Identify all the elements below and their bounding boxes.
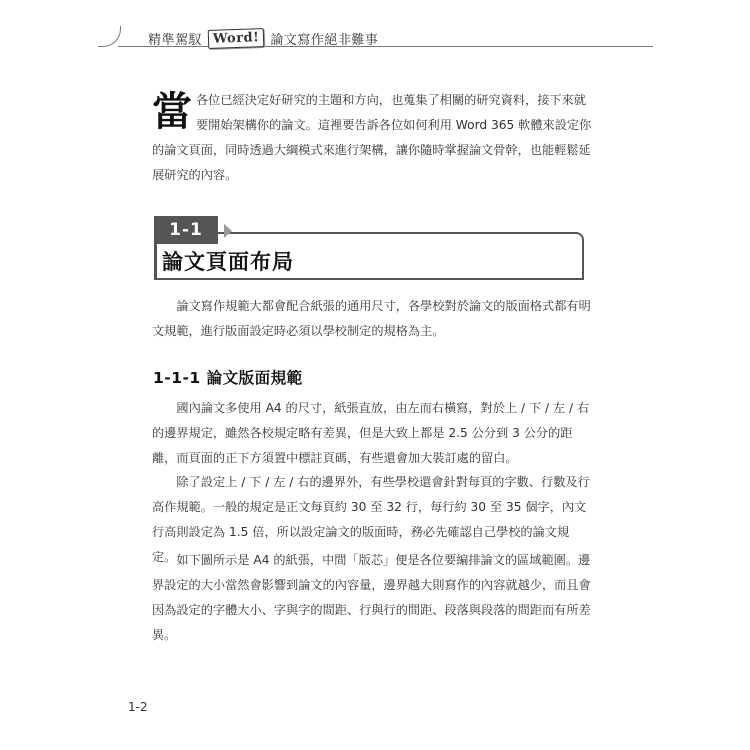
header-suffix: 論文寫作絕非難事 [270,32,379,48]
intro-text: 各位已經決定好研究的主題和方向，也蒐集了相關的研究資料，接下來就要開始架構你的論文。這裡要告訴各位如何利用 Word 365 軟體來設定你的論文頁面，同時透過大綱模式來進行架構，讓你隨時掌握論文骨幹，也能輕鬆延展研究的內容。 [152,93,592,182]
header-rule-curve [98,26,121,47]
body-paragraph-2: 除了設定上 / 下 / 左 / 右的邊界外，有些學校還會針對每頁的字數、行數及行高作規範。一般的規定是正文每頁約 30 至 32 行，每行約 30 至 35 個字，內文行高則設定為 1.5 倍，所以設定論文的版面時，務必先確認自己學校的論文規定。 [152,475,590,564]
body-paragraph-1: 國內論文多使用 A4 的尺寸，紙張直放，由左而右橫寫，對於上 / 下 / 左 / 右的邊界規定，雖然各校規定略有差異，但是大致上都是 2.5 公分到 3 公分的距離，而頁面的正下方須置中標註頁碼，有些還會加大裝訂處的留白。 [152,401,590,465]
drop-cap: 當 [152,88,192,135]
body-paragraph-3: 如下圖所示是 A4 的紙張，中間「版芯」便是各位要編排論文的區域範圍。邊界設定的大小當然會影響到論文的內容量，邊界越大則寫作的內容就越少，而且會因為設定的字體大小、字與字的間距、行與行的間距、段落與段落的間距而有所差異。 [152,553,591,642]
section-paragraph: 論文寫作規範大都會配合紙張的通用尺寸，各學校對於論文的版面格式都有明文規範，進行版面設定時必須以學校制定的規格為主。 [152,299,591,338]
word-badge-logo: Word! [208,28,265,49]
page-number: 1-2 [128,700,148,714]
header-prefix: 精準駕馭 [148,32,203,48]
section-number-tab: 1-1 [154,216,218,244]
running-header [148,27,378,49]
intro-paragraph [152,88,592,188]
subsection-title: 1-1-1 論文版面規範 [153,369,303,387]
section-title: 論文頁面布局 [162,250,294,274]
section-arrow-icon [224,224,232,238]
